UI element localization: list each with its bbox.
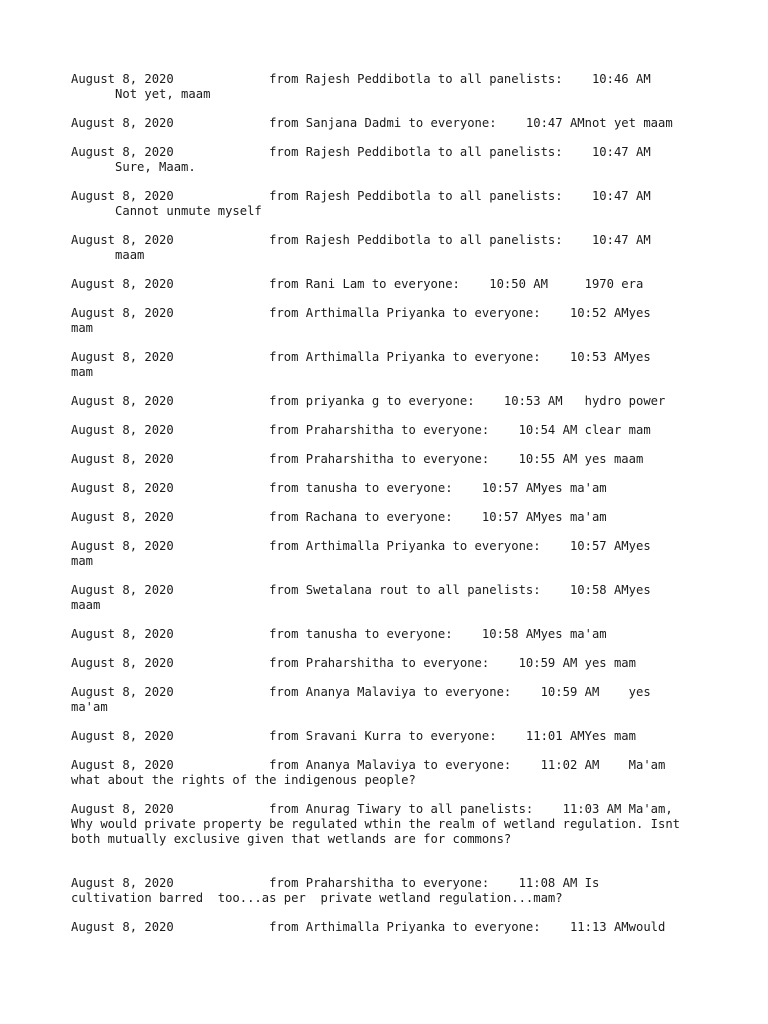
- chat-entry: [71, 729, 711, 744]
- chat-entry: [71, 481, 711, 496]
- chat-entry-header: August 8, 2020 from Swetalana rout to all panelists: 10:58 AMyes: [71, 583, 651, 597]
- chat-entry-message: Sure, Maam.: [71, 160, 196, 174]
- chat-entry: [71, 145, 711, 175]
- chat-entry-header: August 8, 2020 from Arthimalla Priyanka to everyone: 10:52 AMyes: [71, 306, 651, 320]
- chat-entry-header: August 8, 2020 from Ananya Malaviya to everyone: 11:02 AM Ma'am: [71, 758, 666, 772]
- chat-entry: [71, 539, 711, 569]
- chat-entry-header: August 8, 2020 from Rajesh Peddibotla to all panelists: 10:47 AM: [71, 233, 651, 247]
- chat-entry: [71, 876, 711, 906]
- chat-entry-message: mam: [71, 554, 94, 568]
- chat-entry-header: August 8, 2020 from priyanka g to everyone: 10:53 AM hydro power: [71, 394, 666, 408]
- chat-entry-message: ma'am: [71, 700, 108, 714]
- chat-entry-message: maam: [71, 598, 101, 612]
- chat-entry-header: August 8, 2020 from Praharshitha to everyone: 10:59 AM yes mam: [71, 656, 636, 670]
- chat-entry-message: cultivation barred too...as per private wetland regulation...mam?: [71, 891, 563, 905]
- chat-entry-header: August 8, 2020 from Arthimalla Priyanka to everyone: 11:13 AMwould: [71, 920, 666, 934]
- chat-entry: [71, 627, 711, 642]
- chat-entry-header: August 8, 2020 from Praharshitha to everyone: 10:55 AM yes maam: [71, 452, 644, 466]
- chat-entry-message: maam: [71, 248, 145, 262]
- chat-log-document: [71, 72, 711, 949]
- chat-entry-message: mam: [71, 365, 94, 379]
- chat-entry: [71, 758, 711, 788]
- chat-entry-header: August 8, 2020 from Sravani Kurra to everyone: 11:01 AMYes mam: [71, 729, 636, 743]
- chat-entry-header: August 8, 2020 from Ananya Malaviya to everyone: 10:59 AM yes: [71, 685, 651, 699]
- chat-entry: [71, 452, 711, 467]
- chat-entry: [71, 72, 711, 102]
- chat-entry-header: August 8, 2020 from tanusha to everyone: 10:58 AMyes ma'am: [71, 627, 607, 641]
- chat-entry-header: August 8, 2020 from Rachana to everyone: 10:57 AMyes ma'am: [71, 510, 607, 524]
- chat-entry-message: both mutually exclusive given that wetlands are for commons?: [71, 832, 512, 846]
- chat-entry: [71, 277, 711, 292]
- chat-entry-header: August 8, 2020 from Rajesh Peddibotla to all panelists: 10:47 AM: [71, 189, 651, 203]
- chat-entry-header: August 8, 2020 from Rajesh Peddibotla to all panelists: 10:47 AM: [71, 145, 651, 159]
- chat-entry-message: mam: [71, 321, 94, 335]
- chat-entry-header: August 8, 2020 from Praharshitha to everyone: 11:08 AM Is: [71, 876, 600, 890]
- chat-entry-header: August 8, 2020 from Praharshitha to everyone: 10:54 AM clear mam: [71, 423, 651, 437]
- chat-entry: [71, 423, 711, 438]
- chat-entry: [71, 685, 711, 715]
- chat-entry-message: what about the rights of the indigenous people?: [71, 773, 416, 787]
- chat-entry: [71, 233, 711, 263]
- chat-entry: [71, 583, 711, 613]
- chat-entry-message: Not yet, maam: [71, 87, 211, 101]
- chat-entry-header: August 8, 2020 from Arthimalla Priyanka to everyone: 10:53 AMyes: [71, 350, 651, 364]
- chat-entry: [71, 394, 711, 409]
- chat-entry-header: August 8, 2020 from tanusha to everyone: 10:57 AMyes ma'am: [71, 481, 607, 495]
- chat-entry-header: August 8, 2020 from Rani Lam to everyone: 10:50 AM 1970 era: [71, 277, 644, 291]
- chat-entry-header: August 8, 2020 from Rajesh Peddibotla to all panelists: 10:46 AM: [71, 72, 651, 86]
- chat-entry: [71, 306, 711, 336]
- chat-entry: [71, 510, 711, 525]
- chat-entry: [71, 802, 711, 847]
- chat-entry-header: August 8, 2020 from Sanjana Dadmi to everyone: 10:47 AMnot yet maam: [71, 116, 673, 130]
- chat-entry-header: August 8, 2020 from Arthimalla Priyanka to everyone: 10:57 AMyes: [71, 539, 651, 553]
- chat-entry: [71, 116, 711, 131]
- chat-entry-message: Cannot unmute myself: [71, 204, 262, 218]
- chat-entry-message: Why would private property be regulated wthin the realm of wetland regulation. Isnt: [71, 817, 681, 831]
- chat-entry-header: August 8, 2020 from Anurag Tiwary to all panelists: 11:03 AM Ma'am,: [71, 802, 673, 816]
- chat-entry: [71, 656, 711, 671]
- chat-entry: [71, 189, 711, 219]
- chat-entry: [71, 920, 711, 935]
- chat-entry: [71, 350, 711, 380]
